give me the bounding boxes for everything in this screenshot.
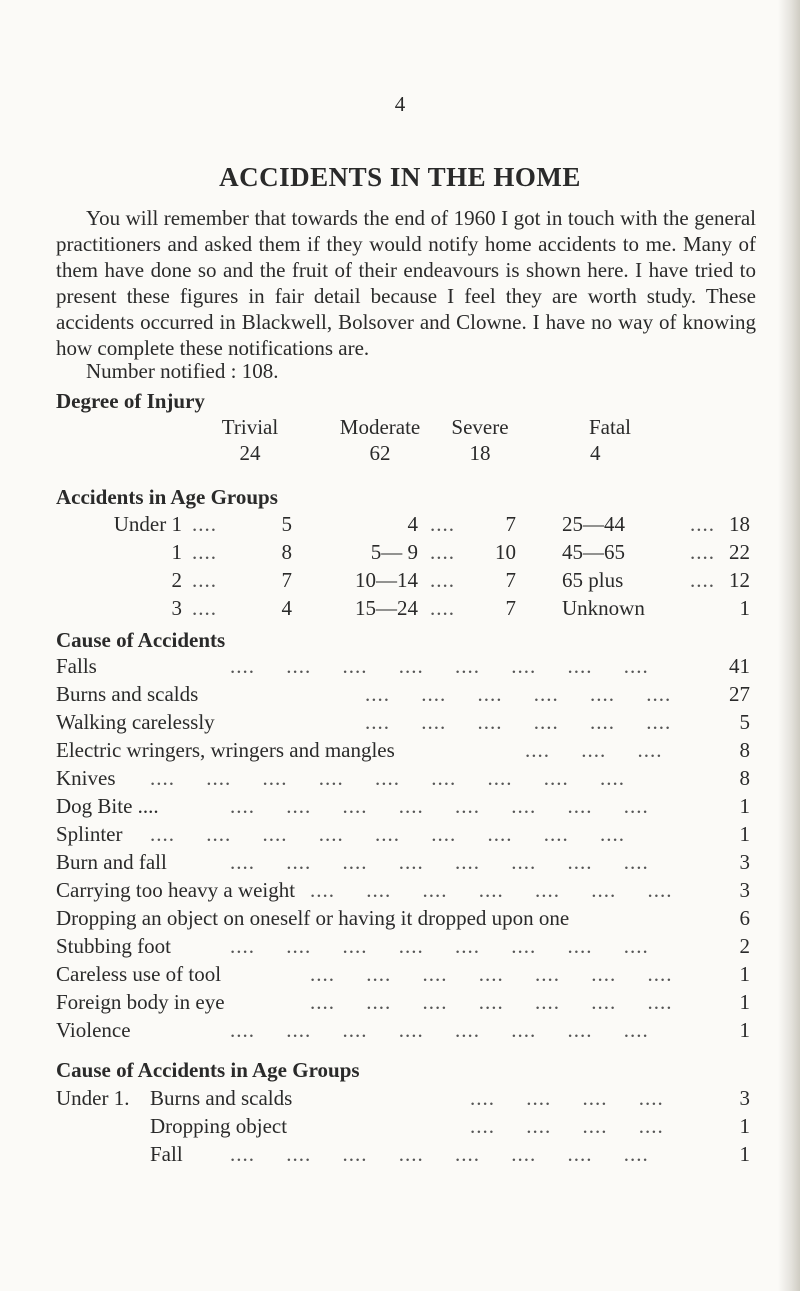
leader-dots: .... [690,540,715,564]
cause-label: Walking carelessly [56,710,215,734]
cause-label: Dropping an object on oneself or having it dropped upon one [56,906,570,930]
cause-label: Knives [56,766,116,790]
page-edge-shadow [778,0,800,1291]
leader-dots: .... [430,540,455,564]
age-label: 4 [407,512,418,536]
cause-label: Electric wringers, wringers and mangles [56,738,395,762]
age-value: 4 [281,596,292,620]
age-label: 15—24 [355,596,418,620]
leader-dots: .... [192,568,217,592]
causes-age-label: Dropping object [150,1114,288,1138]
causes-age-label: Burns and scalds [150,1086,293,1110]
cause-label: Burns and scalds [56,682,199,706]
age-value: 18 [729,512,750,536]
age-label: 1 [171,540,182,564]
age-value: 7 [281,568,292,592]
age-label: 2 [171,568,182,592]
age-groups-heading: Accidents in Age Groups [56,485,278,509]
cause-value: 27 [729,682,750,706]
cause-value: 1 [739,822,750,846]
causes-age-heading: Cause of Accidents in Age Groups [56,1058,360,1082]
age-label: 45—65 [562,540,625,564]
leader-dots: .... .... .... [525,738,663,762]
leader-dots: .... .... .... .... .... .... .... [310,962,673,986]
leader-dots: .... [690,568,715,592]
cause-label: Stubbing foot [56,934,171,958]
leader-dots: .... .... .... .... .... .... [365,682,672,706]
age-label: 25—44 [562,512,625,536]
degree-value-trivial: 24 [239,441,261,465]
causes-age-value: 3 [739,1086,750,1110]
causes-age-label: Fall [150,1142,183,1166]
page-number: 4 [394,92,406,116]
age-label: 65 plus [562,568,624,592]
causes-age-value: 1 [739,1142,750,1166]
degree-value-fatal: 4 [590,441,601,465]
leader-dots: .... [430,512,455,536]
causes-heading: Cause of Accidents [56,628,226,652]
cause-value: 5 [739,710,750,734]
leader-dots: .... [192,540,217,564]
age-value: 10 [495,540,516,564]
age-value: 12 [729,568,750,592]
cause-label: Foreign body in eye [56,990,225,1014]
cause-label: Carrying too heavy a weight [56,878,296,902]
age-label: Unknown [562,596,645,620]
causes-age-group: Under 1. [56,1086,130,1110]
intro-paragraph [56,205,756,361]
leader-dots: .... .... .... .... .... .... .... .... [230,654,649,678]
cause-value: 1 [739,794,750,818]
age-label: 10—14 [355,568,418,592]
cause-value: 8 [739,738,750,762]
cause-label: Falls [56,654,97,678]
cause-value: 8 [739,766,750,790]
degree-value-severe: 18 [469,441,491,465]
leader-dots: .... [430,596,455,620]
degree-label-fatal: Fatal [589,415,631,439]
degree-label-trivial: Trivial [221,415,279,439]
cause-label: Dog Bite .... [56,794,159,818]
age-value: 7 [505,568,516,592]
leader-dots: .... .... .... .... .... .... .... [310,990,673,1014]
leader-dots: .... .... .... .... [470,1114,664,1138]
age-value: 22 [729,540,750,564]
degree-label-severe: Severe [451,415,509,439]
degree-value-moderate: 62 [369,441,391,465]
leader-dots: .... .... .... .... .... .... .... .... [230,794,649,818]
page-title: ACCIDENTS IN THE HOME [219,162,581,192]
age-label: Under 1 [113,512,182,536]
cause-value: 6 [739,906,750,930]
cause-value: 41 [729,654,750,678]
intro-text: You will remember that towards the end of 1960 I got in touch with the general practitioners and asked them if they would notify home accidents to me. Many of them have done so and the fruit of their endeavours is shown here. I have tried to present these figures in fair detail because I feel they are worth study. These accidents occurred in Blackwell, Bolsover and Clowne. I have no way of knowing how complete these notifications are. [56,206,756,360]
cause-value: 1 [739,990,750,1014]
cause-value: 1 [739,1018,750,1042]
age-value: 8 [281,540,292,564]
degree-label-moderate: Moderate [339,415,421,439]
leader-dots: .... .... .... .... .... .... .... .... .... [150,822,625,846]
age-value: 7 [505,596,516,620]
age-value: 7 [505,512,516,536]
leader-dots: .... .... .... .... .... .... [365,710,672,734]
cause-value: 3 [739,850,750,874]
leader-dots: .... .... .... .... .... .... .... .... [230,934,649,958]
cause-label: Careless use of tool [56,962,222,986]
cause-label: Splinter [56,822,123,846]
leader-dots: .... .... .... .... .... .... .... .... [230,1142,649,1166]
age-label: 3 [171,596,182,620]
leader-dots: .... [192,596,217,620]
degree-heading: Degree of Injury [56,389,205,413]
age-value: 5 [281,512,292,536]
leader-dots: .... .... .... .... .... .... .... .... [230,1018,649,1042]
cause-label: Burn and fall [56,850,167,874]
leader-dots: .... .... .... .... .... .... .... .... .... [150,766,625,790]
leader-dots: .... [430,568,455,592]
cause-value: 3 [739,878,750,902]
leader-dots: .... .... .... .... .... .... .... [310,878,673,902]
leader-dots: .... .... .... .... .... .... .... .... [230,850,649,874]
number-notified: Number notified : 108. [86,359,279,383]
cause-value: 2 [739,934,750,958]
leader-dots: .... .... .... .... [470,1086,664,1110]
age-label: 5— 9 [370,540,418,564]
cause-label: Violence [56,1018,131,1042]
leader-dots: .... [192,512,217,536]
cause-value: 1 [739,962,750,986]
leader-dots: .... [690,512,715,536]
causes-age-value: 1 [739,1114,750,1138]
age-value: 1 [739,596,750,620]
